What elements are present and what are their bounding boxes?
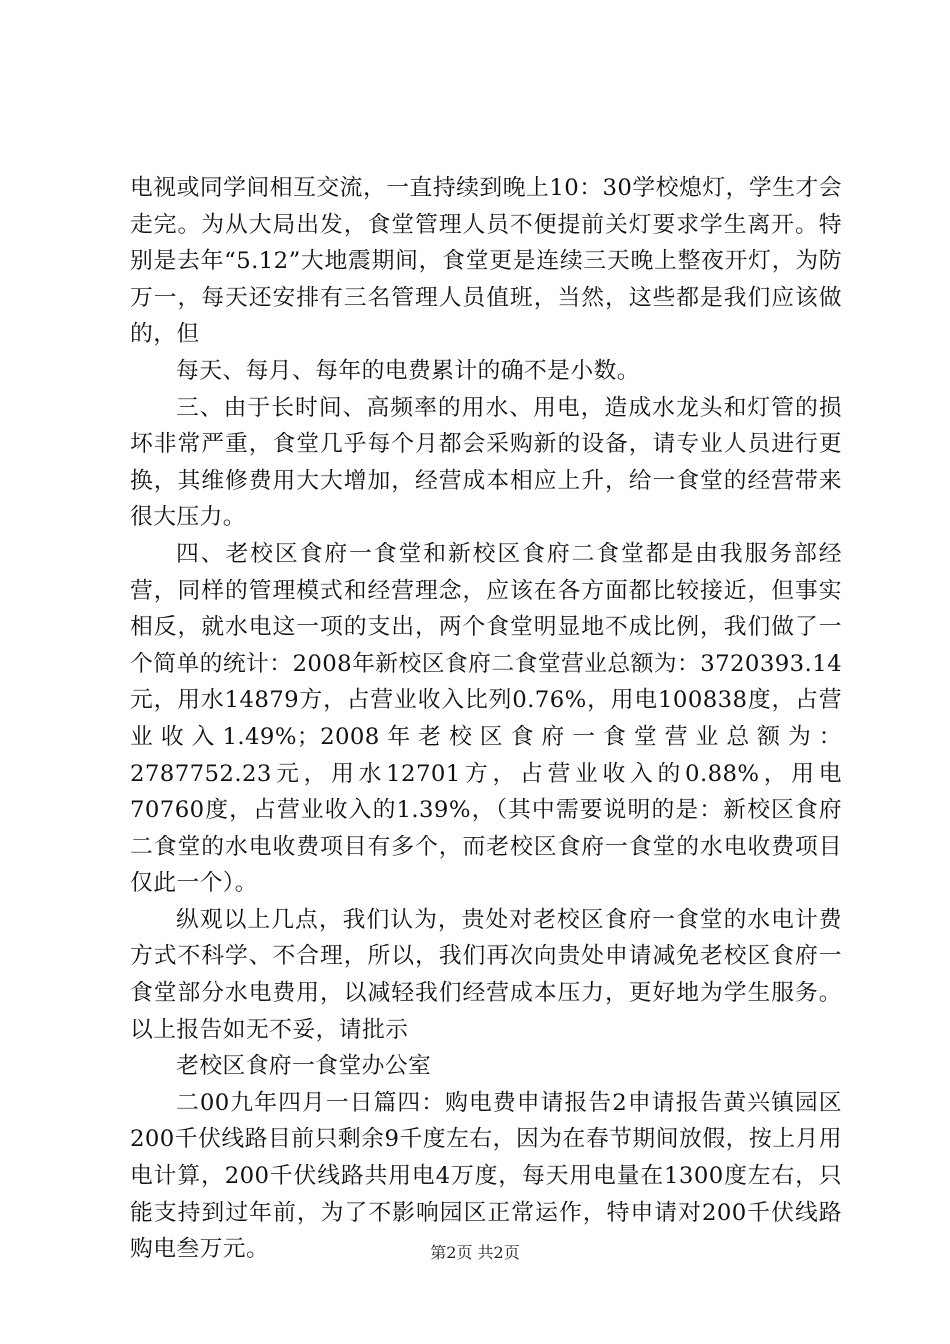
paragraph-5: 纵观以上几点，我们认为，贵处对老校区食府一食堂的水电计费方式不科学、不合理，所以，我们再次向贵处申请减免老校区食府一食堂部分水电费用，以减轻我们经营成本压力，更好地为学生服务。以上报告如无不妥，请批示: [130, 906, 842, 1043]
page-footer: [0, 1243, 950, 1263]
signature-office: 老校区食府一食堂办公室: [176, 1053, 432, 1080]
paragraph-1: 电视或同学间相互交流，一直持续到晚上10：30学校熄灯，学生才会走完。为从大局出发，食堂管理人员不便提前关灯要求学生离开。特别是去年“5.12”大地震期间，食堂更是连续三天晚上整夜开灯，为防万一，每天还安排有三名管理人员值班，当然，这些都是我们应该做的，但: [130, 175, 842, 348]
page-number: 第2页 共2页: [430, 1243, 520, 1262]
paragraph-3: 三、由于长时间、高频率的用水、用电，造成水龙头和灯管的损坏非常严重，食堂几乎每个月都会采购新的设备，请专业人员进行更换，其维修费用大大增加，经营成本相应上升，给一食堂的经营带来很大压力。: [130, 394, 842, 531]
paragraph-2: 每天、每月、每年的电费累计的确不是小数。: [176, 357, 640, 384]
paragraph-4: 四、老校区食府一食堂和新校区食府二食堂都是由我服务部经营，同样的管理模式和经营理念，应该在各方面都比较接近，但事实相反，就水电这一项的支出，两个食堂明显地不成比例，我们做了一个简单的统计：2008年新校区食府二食堂营业总额为：3720393.14元，用水14879方，占营业收入比列0.76%，用电100838度，占营业收入1.49%；2008年老校区食府一食堂营业总额为：2787752.23元，用水12701方，占营业收入的0.88%，用电70760度，占营业收入的1.39%，（其中需要说明的是：新校区食府二食堂的水电收费项目有多个，而老校区食府一食堂的水电收费项目仅此一个）。: [130, 540, 842, 897]
paragraph-7: 二00九年四月一日篇四：购电费申请报告2申请报告黄兴镇园区200千伏线路目前只剩余9千度左右，因为在春节期间放假，按上月用电计算，200千伏线路共用电4万度，每天用电量在1300度左右，只能支持到过年前，为了不影响园区正常运作，特申请对200千伏线路购电叁万元。: [130, 1089, 842, 1263]
document-body: [130, 170, 842, 1268]
